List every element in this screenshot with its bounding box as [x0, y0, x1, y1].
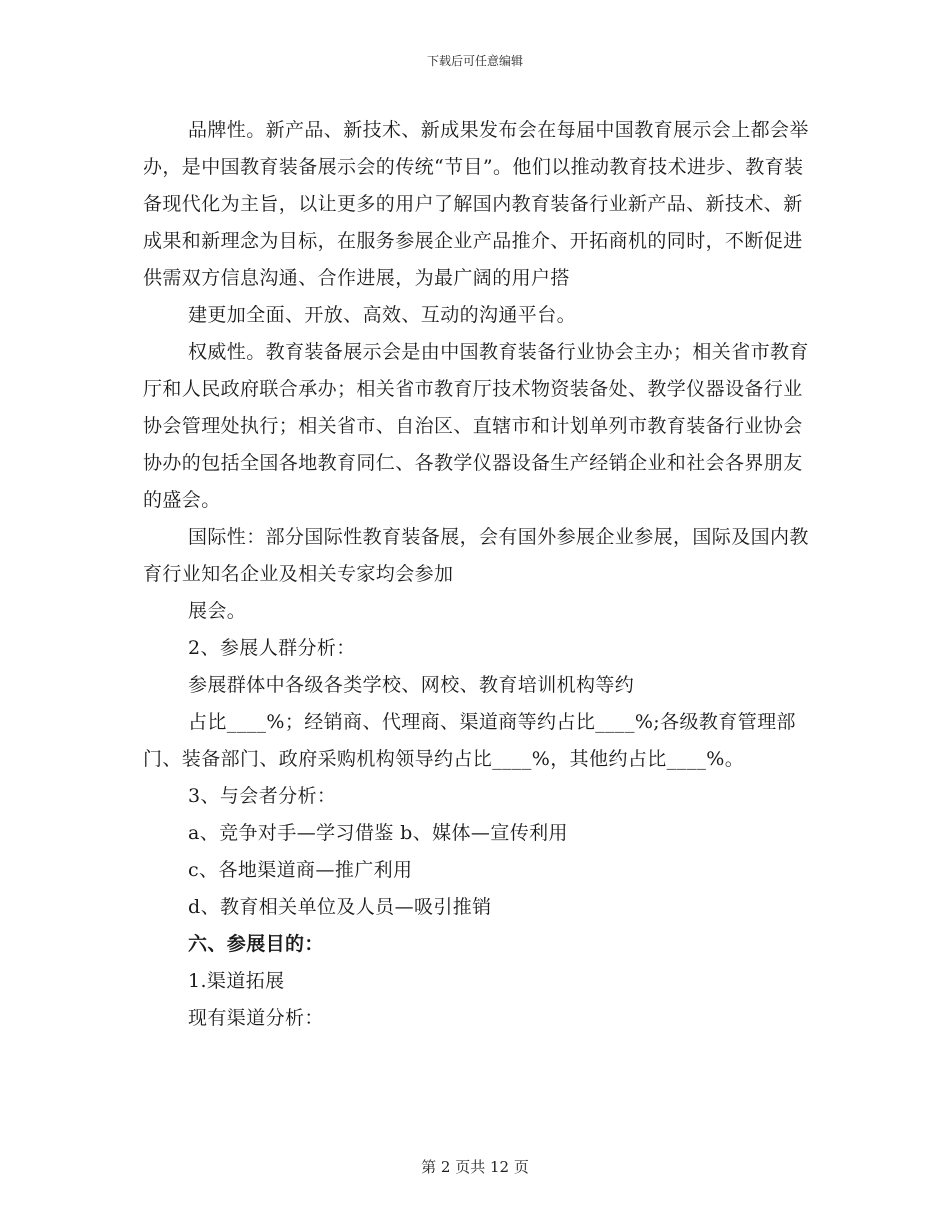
- subheading-channel-expansion: 1.渠道拓展: [188, 970, 285, 992]
- paragraph-authority: 权威性。教育装备展示会是由中国教育装备行业协会主办；相关省市教育厅和人民政府联合承办；相关省市教育厅技术物资装备处、教学仪器设备行业协会管理处执行；相关省市、自治区、直辖市和计划单列市教育装备行业协会协办的包括全国各地教育同仁、各教学仪器设备生产经销企业和社会各界朋友的盛会。: [143, 341, 809, 511]
- page-footer: 第 2 页共 12 页: [421, 1158, 529, 1176]
- paragraph-brand-continued: 建更加全面、开放、高效、互动的沟通平台。: [188, 304, 577, 326]
- paragraph-brand: 品牌性。新产品、新技术、新成果发布会在每届中国教育展示会上都会举办，是中国教育装备展示会的传统“节目”。他们以推动教育技术进步、教育装备现代化为主旨，以让更多的用户了解国内教育装备行业新产品、新技术、新成果和新理念为目标，在服务参展企业产品推介、开拓商机的同时，不断促进供需双方信息沟通、合作进展，为最广阔的用户搭: [143, 119, 809, 289]
- section-heading-attendees: 3、与会者分析：: [188, 785, 337, 807]
- paragraph-audience-intro: 参展群体中各级各类学校、网校、教育培训机构等约: [188, 674, 635, 696]
- document-body: [143, 112, 813, 1037]
- paragraph-audience-ratios: 占比____%；经销商、代理商、渠道商等约占比____%;各级教育管理部门、装备部门、政府采购机构领导约占比____%，其他约占比____%。: [143, 711, 796, 770]
- list-item-d: d、教育相关单位及人员—吸引推销: [188, 896, 492, 918]
- paragraph-international-continued: 展会。: [188, 600, 247, 622]
- page-header: 下载后可任意编辑: [426, 54, 523, 68]
- paragraph-channel-analysis: 现有渠道分析：: [188, 1007, 324, 1029]
- list-item-c: c、各地渠道商—推广利用: [188, 859, 413, 881]
- section-heading-audience: 2、参展人群分析：: [188, 637, 356, 659]
- list-item-a-b: a、竞争对手—学习借鉴 b、媒体—宣传利用: [188, 822, 568, 844]
- section-heading-purpose: 六、参展目的：: [188, 933, 324, 955]
- paragraph-international: 国际性：部分国际性教育装备展，会有国外参展企业参展，国际及国内教育行业知名企业及相关专家均会参加: [143, 526, 809, 585]
